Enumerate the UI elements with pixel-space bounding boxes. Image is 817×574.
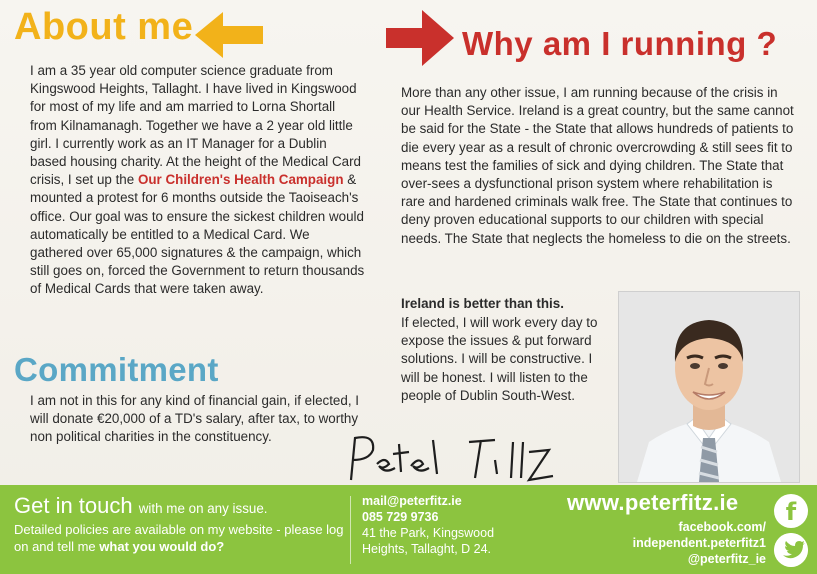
footer-divider: [350, 496, 351, 564]
facebook-link-line-2[interactable]: independent.peterfitz1: [632, 536, 766, 550]
about-paragraph-2: & mounted a protest for 6 months outside the Taoiseach's office. Our goal was to ensure the sickest children would automatically be entitled to a Medical Card. We gathered over 65,000 signatures & the campaign, which still goes on, forced the Government to return thousands of Medical Cards that were taken away.: [30, 172, 365, 297]
email-link[interactable]: mail@peterfitz.ie: [362, 494, 462, 508]
policy-note: [14, 521, 344, 555]
contact-details: [362, 493, 562, 557]
policy-note-text: Detailed policies are available on my website - please log on and tell me: [14, 522, 344, 554]
facebook-icon[interactable]: f: [774, 494, 808, 528]
commitment-text: I am not in this for any kind of financial gain, if elected, I will donate €20,000 of a TD's salary, after tax, to worthy non political charities in the constituency.: [30, 393, 359, 445]
why-more-text: If elected, I will work every day to expose the issues & put forward solutions. I will be constructive. I will be honest. I will listen to the people of Dublin South-West.: [401, 315, 598, 403]
arrow-left-icon: [195, 12, 265, 58]
about-paragraph-1: I am a 35 year old computer science graduate from Kingswood Heights, Tallaght. I have lived in Kingswood for most of my life and am married to Lorna Shortall from Kilnamanagh. Together we have a 2 year old little girl. I currently work as an IT Manager for a Dublin based housing charity. At the height of the Medical Card crisis, I set up the: [30, 63, 361, 188]
website-link[interactable]: www.peterfitz.ie: [567, 490, 739, 515]
arrow-right-icon: [386, 10, 454, 66]
why-strong-statement: Ireland is better than this.: [401, 296, 564, 311]
why-title: Why am I running ?: [462, 25, 778, 62]
campaign-name: Our Children's Health Campaign: [137, 172, 344, 188]
facebook-link-line-1[interactable]: facebook.com/: [678, 520, 766, 534]
about-title: About me: [14, 6, 194, 48]
social-links: [588, 519, 766, 567]
about-text: [30, 62, 365, 299]
twitter-link[interactable]: @peterfitz_ie: [687, 552, 766, 566]
candidate-photo: [618, 291, 800, 483]
portrait-illustration: [619, 292, 799, 482]
twitter-icon[interactable]: [774, 533, 808, 567]
address-line-1: 41 the Park, Kingswood: [362, 526, 495, 540]
policy-note-question: what you would do?: [99, 539, 225, 554]
get-in-touch-subtitle: with me on any issue.: [138, 501, 268, 516]
get-in-touch: [14, 493, 268, 519]
commitment-title: Commitment: [14, 351, 219, 388]
get-in-touch-title: Get in touch: [14, 493, 133, 518]
why-text: More than any other issue, I am running because of the crisis in our Health Service. Ireland is a great country, but the same cannot be said for the State - the State that allows hundreds of patients to die every year as a result of chronic overcrowding & still sees fit to means test the families of sick and dying children. The State that over-sees a dysfunctional prison system where rehabilitation is rare and hardened criminals walk free. The State that continues to deny proven educational supports to our children with special needs. The State that neglects the homeless to die on the streets.: [401, 85, 794, 246]
phone-number: 085 729 9736: [362, 510, 439, 524]
address-line-2: Heights, Tallaght, D 24.: [362, 542, 492, 556]
signature: [345, 430, 575, 490]
